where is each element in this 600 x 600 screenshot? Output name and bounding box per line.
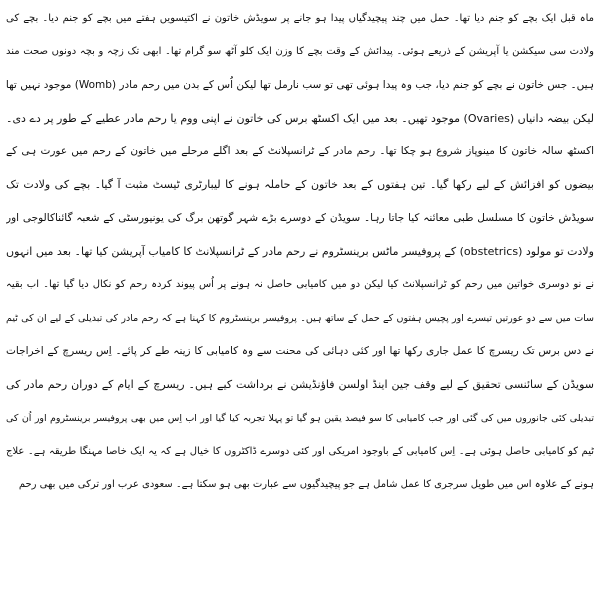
article-line-10: سات میں سے دو عورتیں تیسرے اور پچیس ہفتوں کے حمل کے ساتھ ہیں۔ پروفیسر برینسٹروم کا کہنا ہے کہ رحم مادر کی تبدیلی کے لیے ان کی ٹیم	[6, 312, 594, 324]
article-line-15: ہونے کے علاوہ اس میں طویل سرجری کا عمل شامل ہے جو پیچیدگیوں سے عبارت بھی ہو سکتا ہے۔ سعودی عرب اور ترکی میں بھی رحم	[18, 479, 594, 491]
article-line-9: نے نو دوسری خواتین میں رحم کو ٹرانسپلانٹ کیا لیکن دو میں کامیابی حاصل نہ ہونے پر اُس پیوند کردہ رحم کو نکال دیا گیا تھا۔ اب بقیہ	[6, 279, 594, 291]
article-line-8: ولادت تو مولود (obstetrics) کے پروفیسر ماٹس برینسٹروم نے رحم مادر کے ٹرانسپلانٹ کا کامیاب آپریشن کیا تھا۔ بعد میں انہوں	[6, 245, 594, 259]
article-line-1: ماہ قبل ایک بچے کو جنم دیا تھا۔ حمل میں چند پیچیدگیاں پیدا ہو جانے پر سویڈش خاتون نے اکتیسویں ہفتے میں بچے کو جنم دیا۔ بچے کی	[6, 13, 594, 24]
article-line-7: سویڈش خاتون کا مسلسل طبی معائنہ کیا جاتا رہا۔ سویڈن کے دوسرے بڑے شہر گوتھن برگ کی یونیورسٹی کے شعبہ گائناکالوجی اور	[6, 211, 594, 224]
article-line-12: سویڈن کے سائنسی تحقیق کے لیے وقف جین اینڈ اولسن فاؤنڈیشن نے برداشت کیے ہیں۔ ریسرچ کے ایام کے دوران رحم مادر کی	[6, 378, 594, 392]
article-line-14: ٹیم کو کامیابی حاصل ہوئی ہے۔ اِس کامیابی کے باوجود امریکی اور کئی دوسرے ڈاکٹروں کا خیال ہے کہ یہ ایک خاصا مہنگا طریقہ ہے۔ علاج	[6, 445, 594, 457]
article-body	[0, 2, 600, 598]
article-line-4: لیکن بیضہ دانیاں (Ovaries) موجود تھیں۔ بعد میں ایک اکسٹھ برس کی خاتون نے اپنی ووم یا رحم مادر عطیے کے طور پر دے دی۔	[6, 111, 594, 125]
article-line-13: تبدیلی کئی جانوروں میں کی گئی اور جب کامیابی کا سو فیصد یقین ہو گیا تو پہلا تجربہ کیا گیا اور اب اِس میں بھی پروفیسر برینسٹروم اور اُن کی	[6, 412, 594, 424]
article-line-5: اکسٹھ سالہ خاتون کا مینوپاز شروع ہو چکا تھا۔ رحم مادر کے ٹرانسپلانٹ کے بعد اگلے مرحلے میں خاتون کے رحم میں عورت ہی کے	[6, 145, 594, 158]
article-line-2: ولادت سی سیکشن یا آپریشن کے ذریعے ہوئی۔ پیدائش کے وقت بچے کا وزن ایک کلو آٹھ سو گرام تھا۔ ابھی تک زچہ و بچہ دونوں صحت مند	[6, 46, 594, 58]
article-line-11: نے دس برس تک ریسرچ کا عمل جاری رکھا تھا اور کئی دہائی کی محنت سے وہ کامیابی کا زینہ طے کر پائے۔ اِس ریسرچ کے اخراجات	[6, 344, 594, 357]
article-line-6: بیضوں کو افزائش کے لیے رکھا گیا۔ تین ہفتوں کے بعد خاتون کے حاملہ ہونے کا لیبارٹری ٹیسٹ مثبت آ گیا۔ بچے کی ولادت تک	[6, 178, 594, 192]
article-line-3: ہیں۔ جس خاتون نے بچے کو جنم دیا، جب وہ پیدا ہوئی تھی تو سب نارمل تھا لیکن اُس کے بدن میں رحم مادر (Womb) موجود نہیں تھا	[6, 78, 594, 91]
